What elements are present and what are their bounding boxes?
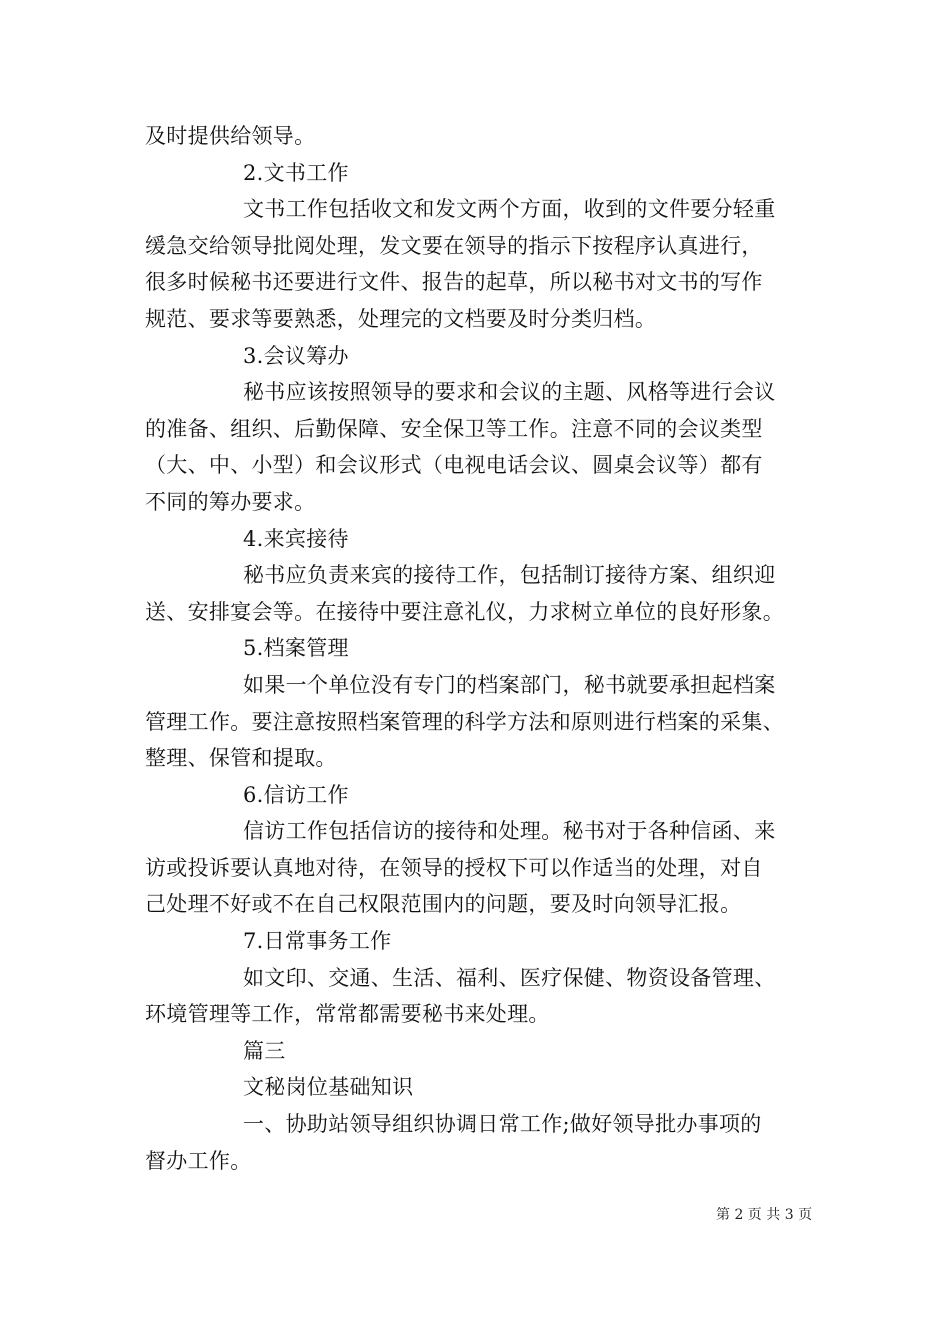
- text-line: 6.信访工作: [243, 782, 349, 807]
- text-line: （大、中、小型）和会议形式（电视电话会议、圆桌会议等）都有: [145, 453, 763, 478]
- text-line: 信访工作包括信访的接待和处理。秘书对于各种信函、来: [243, 819, 776, 844]
- text-line: 缓急交给领导批阅处理，发文要在领导的指示下按程序认真进行，: [145, 233, 763, 258]
- text-line: 己处理不好或不在自己权限范围内的问题，要及时向领导汇报。: [145, 892, 742, 917]
- page-number-footer: 第 2 页 共 3 页: [716, 1207, 813, 1223]
- text-line: 及时提供给领导。: [145, 124, 316, 148]
- text-line: 4.来宾接待: [243, 526, 349, 551]
- text-line: 5.档案管理: [243, 636, 349, 661]
- document-body: [145, 118, 825, 1179]
- text-line: 不同的筹办要求。: [145, 489, 316, 514]
- text-line: 7.日常事务工作: [243, 929, 392, 954]
- text-line: 一、协助站领导组织协调日常工作;做好领导批办事项的: [243, 1112, 762, 1137]
- text-line: 整理、保管和提取。: [145, 746, 337, 771]
- text-line: 督办工作。: [145, 1148, 252, 1173]
- text-line: 规范、要求等要熟悉，处理完的文档要及时分类归档。: [145, 306, 657, 331]
- text-line: 3.会议筹办: [243, 343, 349, 368]
- text-line: 秘书应该按照领导的要求和会议的主题、风格等进行会议: [243, 380, 776, 405]
- text-line: 管理工作。要注意按照档案管理的科学方法和原则进行档案的采集、: [145, 709, 784, 734]
- text-line: 的准备、组织、后勤保障、安全保卫等工作。注意不同的会议类型: [145, 416, 763, 441]
- text-line: 文书工作包括收文和发文两个方面，收到的文件要分轻重: [243, 197, 776, 222]
- text-line: 2.文书工作: [243, 160, 349, 185]
- text-line: 送、安排宴会等。在接待中要注意礼仪，力求树立单位的良好形象。: [145, 599, 784, 624]
- text-line: 环境管理等工作，常常都需要秘书来处理。: [145, 1002, 550, 1027]
- text-line: 文秘岗位基础知识: [243, 1075, 414, 1100]
- text-line: 篇三: [243, 1038, 286, 1063]
- text-line: 如果一个单位没有专门的档案部门，秘书就要承担起档案: [243, 672, 776, 697]
- text-line: 访或投诉要认真地对待，在领导的授权下可以作适当的处理，对自: [145, 855, 763, 880]
- text-line: 很多时候秘书还要进行文件、报告的起草，所以秘书对文书的写作: [145, 270, 763, 295]
- text-line: 如文印、交通、生活、福利、医疗保健、物资设备管理、: [243, 965, 776, 990]
- text-line: 秘书应负责来宾的接待工作，包括制订接待方案、组织迎: [243, 563, 776, 588]
